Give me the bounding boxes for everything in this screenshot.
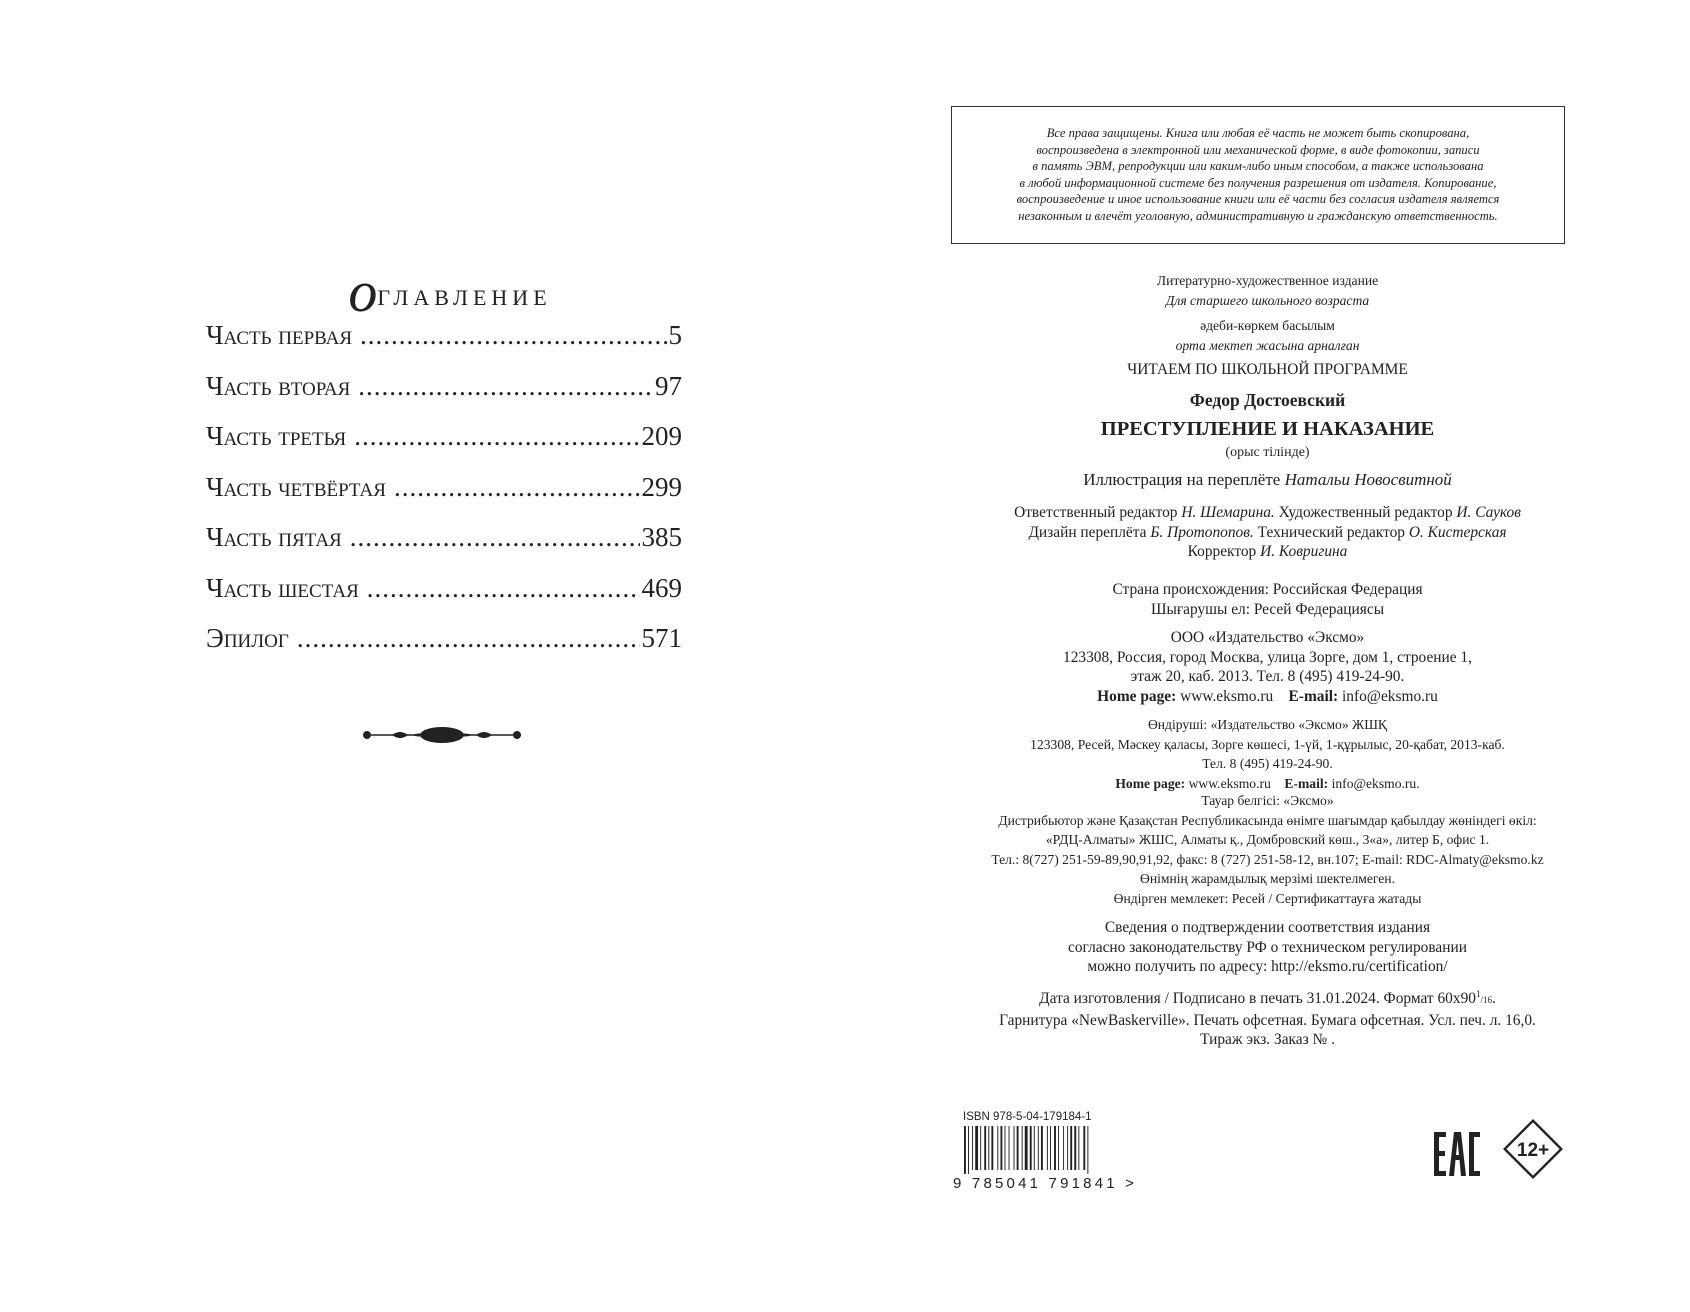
barcode-bar xyxy=(991,1126,993,1170)
toc-entry-label: Часть пятая xyxy=(206,522,342,552)
barcode-bar xyxy=(1030,1126,1032,1170)
toc-leader-dots xyxy=(394,472,640,503)
toc-entry-label: Часть шестая xyxy=(206,572,359,603)
toc-entry-label: Часть вторая xyxy=(206,370,351,401)
barcode-digits: 9 785041 791841 > xyxy=(953,1175,1138,1192)
barcode-bar xyxy=(980,1126,981,1170)
age-group-kz: орта мектеп жасына арналған xyxy=(1175,337,1360,353)
barcode-bar xyxy=(1067,1126,1068,1170)
barcode-bar xyxy=(1034,1126,1035,1170)
toc-entry-page: 97 xyxy=(655,370,682,401)
print-date-format: Дата изготовления / Подписано в печать 31.01.2024. Формат $60х90^1/16$. xyxy=(1039,989,1496,1008)
age-rating-text: 12+ xyxy=(1516,1140,1550,1161)
publisher-name-kz: Өндіруші: «Издательство «Эксмо» ЖШҚ xyxy=(1147,717,1388,732)
homepage-link[interactable]: www.eksmo.ru xyxy=(1180,687,1274,705)
publisher-contacts: Home page: www.eksmo.ru E-mail: info@eksmo.ru xyxy=(1097,687,1438,705)
publisher-name: ООО «Издательство «Эксмо» xyxy=(1170,629,1365,646)
toc-entry[interactable] xyxy=(206,371,682,422)
illustration-label: Иллюстрация на переплёте xyxy=(1083,470,1281,489)
toc-title-initial: о xyxy=(348,259,378,324)
copyright-notice-box xyxy=(951,106,1565,244)
publisher-info xyxy=(845,628,1690,706)
barcode-bar xyxy=(1005,1126,1006,1170)
toc-entry[interactable] xyxy=(206,573,682,624)
credits-line: Корректор И. Ковригина xyxy=(1187,543,1348,561)
barcode-bar xyxy=(1074,1126,1076,1170)
toc-entry-label: Эпилог xyxy=(206,623,289,653)
publisher-phone-kz: Тел. 8 (495) 419-24-90. xyxy=(1202,756,1333,771)
toc-leader-dots xyxy=(367,573,640,604)
barcode-bar xyxy=(1078,1126,1079,1170)
toc-title xyxy=(200,258,700,325)
print-run: Тираж экз. Заказ № . xyxy=(1200,1031,1335,1049)
country-of-origin xyxy=(845,580,1690,619)
toc-entry[interactable] xyxy=(206,472,682,523)
barcode-bar xyxy=(972,1126,973,1170)
homepage-link[interactable]: www.eksmo.ru xyxy=(1188,775,1271,791)
barcode-bar xyxy=(975,1126,978,1170)
series-name: ЧИТАЕМ ПО ШКОЛЬНОЙ ПРОГРАММЕ xyxy=(1127,361,1408,378)
edition-type: Литературно-художественное издание xyxy=(1156,273,1379,288)
email-link[interactable]: info@eksmo.ru xyxy=(1342,687,1438,705)
barcode-bar xyxy=(1083,1126,1085,1170)
edition-info-kz xyxy=(845,316,1690,355)
toc-entry-label: Часть четвёртая xyxy=(206,471,386,502)
toc-leader-dots xyxy=(350,522,640,553)
publisher-info-kz xyxy=(845,715,1690,793)
illustrator-name: Натальи Новосвитной xyxy=(1284,470,1452,489)
edition-info xyxy=(845,271,1690,310)
distributor-line: Өндірген мемлекет: Ресей / Сертификаттауға жатады xyxy=(1113,890,1422,906)
barcode-bar xyxy=(1087,1126,1088,1174)
toc-entry-page: 385 xyxy=(641,522,682,552)
toc-entry-page: 571 xyxy=(641,623,682,653)
editorial-credits xyxy=(845,503,1690,562)
copyright-line: в любой информационной системе без получения разрешения от издателя. Копирование, xyxy=(1019,175,1497,190)
barcode-bar xyxy=(968,1126,969,1174)
barcode-bar xyxy=(1017,1126,1019,1170)
toc-entry-page: 469 xyxy=(641,572,682,603)
toc-leader-dots xyxy=(358,371,653,402)
distributor-line: Дистрибьютор және Қазақстан Республикасында өнімге шағымдар қабылдау жөніндегі өкіл: xyxy=(998,812,1537,828)
origin-line: Страна происхождения: Российская Федерация xyxy=(1112,581,1423,598)
language-note: (орыс тілінде) xyxy=(1225,445,1310,460)
origin-line-kz: Шығарушы ел: Ресей Федерациясы xyxy=(1150,600,1385,618)
barcode-bar xyxy=(1058,1126,1059,1170)
publisher-contacts-kz: Home page: www.eksmo.ru E-mail: info@eksmo.ru. xyxy=(1115,775,1420,791)
barcode-bar xyxy=(997,1126,998,1170)
certification-line: Сведения о подтверждении соответствия издания xyxy=(1104,919,1431,936)
barcode-bar xyxy=(1009,1126,1010,1170)
barcode-bar xyxy=(988,1126,989,1170)
author-name: Федор Достоевский xyxy=(1189,390,1346,410)
barcode-image xyxy=(963,1126,1103,1174)
toc-entry-label: Часть первая xyxy=(206,320,353,350)
barcode-bar xyxy=(1063,1126,1064,1170)
toc-leader-dots xyxy=(360,320,666,351)
publisher-address: 123308, Россия, город Москва, улица Зорге, дом 1, строение 1, xyxy=(1063,648,1472,666)
copyright-line: в память ЭВМ, репродукции или каким-либо иным способом, а также использована xyxy=(1032,159,1484,174)
book-title: ПРЕСТУПЛЕНИЕ И НАКАЗАНИЕ xyxy=(1100,418,1435,440)
certification-info xyxy=(845,918,1690,977)
toc-entry-label: Часть третья xyxy=(206,421,347,451)
edition-type-kz: әдеби-көркем басылым xyxy=(1200,318,1335,333)
print-info xyxy=(845,985,1690,1050)
certification-line: согласно законодательству РФ о техническом регулировании xyxy=(1068,938,1467,956)
isbn-label: ISBN 978-5-04-179184-1 xyxy=(963,1111,1092,1123)
credits-line: Ответственный редактор Н. Шемарина. Художественный редактор И. Сауков xyxy=(1014,504,1521,521)
barcode-bar xyxy=(1000,1126,1002,1170)
credits-line: Дизайн переплёта Б. Протопопов. Технический редактор О. Кистерская xyxy=(1028,523,1507,541)
barcode-bar xyxy=(964,1126,966,1174)
print-typeface: Гарнитура «NewBaskerville». Печать офсетная. Бумага офсетная. Усл. печ. л. 16,0. xyxy=(999,1011,1536,1029)
distributor-line: Өнімнің жарамдылық мерзімі шектелмеген. xyxy=(1140,871,1395,886)
toc-entry[interactable] xyxy=(206,421,682,472)
certification-line: можно получить по адресу: http://eksmo.ru/certification/ xyxy=(1087,958,1448,976)
email-link[interactable]: info@eksmo.ru. xyxy=(1331,775,1420,791)
toc-title-rest: главление xyxy=(377,276,552,312)
age-rating-badge xyxy=(1502,1118,1564,1180)
barcode-bar xyxy=(1054,1126,1056,1170)
barcode-bar xyxy=(1038,1126,1039,1170)
barcode-bar xyxy=(1022,1126,1023,1170)
barcode-bar xyxy=(1041,1126,1043,1170)
copyright-line: Все права защищены. Книга или любая её часть не может быть скопирована, xyxy=(1046,126,1470,140)
toc-leader-dots xyxy=(354,421,639,452)
toc-entry[interactable] xyxy=(206,320,682,371)
barcode-bar xyxy=(1025,1126,1028,1170)
right-page xyxy=(845,0,1690,1312)
publisher-address: этаж 20, каб. 2013. Тел. 8 (495) 419-24-90. xyxy=(1130,668,1405,686)
toc-list xyxy=(206,320,682,674)
distributor-line: «РДЦ-Алматы» ЖШС, Алматы қ., Домбровский көш., 3«а», литер Б, офис 1. xyxy=(1045,832,1490,847)
eac-mark-icon xyxy=(1432,1130,1482,1178)
barcode-bar xyxy=(1014,1126,1015,1170)
barcode-bar xyxy=(1047,1126,1048,1170)
age-group: Для старшего школьного возраста xyxy=(1165,292,1370,308)
toc-entry[interactable] xyxy=(206,623,682,674)
distributor-info xyxy=(845,791,1690,908)
distributor-line: Тел.: 8(727) 251-59-89,90,91,92, факс: 8 (727) 251-58-12, вн.107; E-mail: RDC-Almaty@eksmo.kz xyxy=(991,851,1544,867)
copyright-line: незаконным и влечёт уголовную, административную и гражданскую ответственность. xyxy=(1018,208,1498,223)
ornament-divider xyxy=(362,724,522,746)
distributor-line: Тауар белгісі: «Эксмо» xyxy=(1201,793,1334,808)
toc-entry[interactable] xyxy=(206,522,682,573)
toc-entry-page: 299 xyxy=(641,471,682,502)
illustration-credit xyxy=(845,470,1690,490)
toc-entry-page: 209 xyxy=(641,421,682,451)
copyright-line: воспроизведена в электронной или механической форме, в виде фотокопии, записи xyxy=(1036,142,1480,157)
barcode-bar xyxy=(1050,1126,1051,1170)
toc-leader-dots xyxy=(297,623,640,654)
barcode-bar xyxy=(984,1126,986,1170)
barcode-bar xyxy=(1070,1126,1072,1170)
toc-entry-page: 5 xyxy=(668,320,682,350)
publisher-address-kz: 123308, Ресей, Мәскеу қаласы, Зорге көшесі, 1-үй, 1-құрылыс, 20-қабат, 2013-каб. xyxy=(1030,736,1505,752)
copyright-line: воспроизведение и иное использование книги или её части без согласия издателя является xyxy=(1016,192,1500,207)
